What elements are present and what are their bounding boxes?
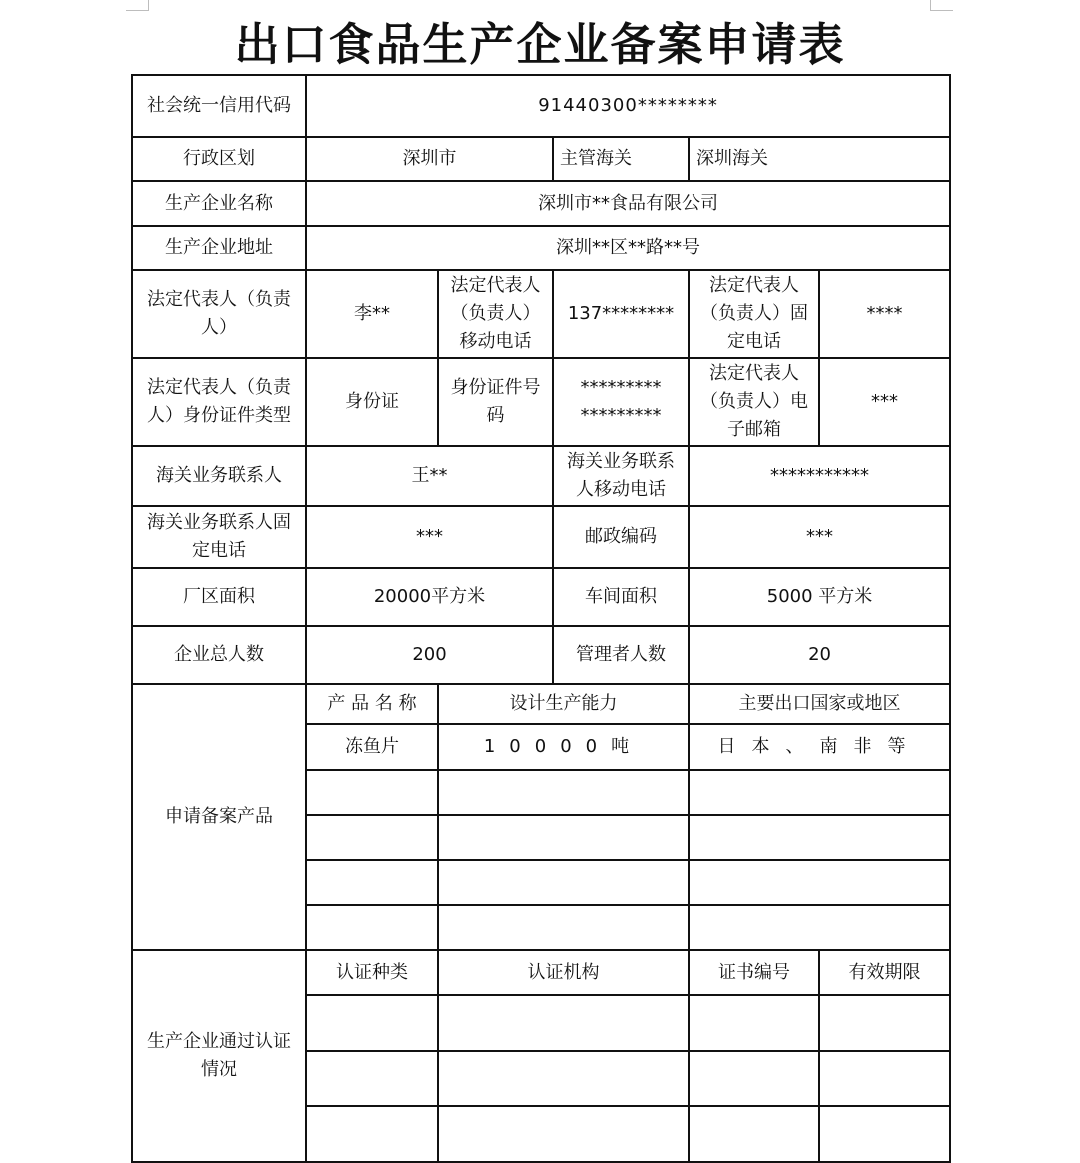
staff-row xyxy=(132,626,950,684)
credit-code-value: 91440300******** xyxy=(306,75,950,137)
customs-contact-label: 海关业务联系人 xyxy=(132,446,306,506)
legal-rep-phone-value: **** xyxy=(819,270,950,358)
plant-area-label: 厂区面积 xyxy=(132,568,306,626)
region-value: 深圳市 xyxy=(306,137,553,181)
page-corner-mark-right xyxy=(930,0,953,11)
products-section-label: 申请备案产品 xyxy=(132,684,306,950)
contact-phone-label: 海关业务联系人固定电话 xyxy=(132,506,306,568)
certification-number-cell xyxy=(689,1106,819,1162)
legal-rep-phone-label: 法定代表人（负责人）固定电话 xyxy=(689,270,819,358)
certification-header-body: 认证机构 xyxy=(438,950,689,995)
managers-value: 20 xyxy=(689,626,950,684)
company-address-row xyxy=(132,226,950,270)
product-export-cell: 日本、南非等 xyxy=(689,724,950,770)
products-header-name: 产 品 名 称 xyxy=(306,684,438,724)
workshop-area-label: 车间面积 xyxy=(553,568,689,626)
product-export-cell xyxy=(689,770,950,815)
postal-code-label: 邮政编码 xyxy=(553,506,689,568)
customs-contact-value: 王** xyxy=(306,446,553,506)
product-capacity-cell xyxy=(438,905,689,950)
total-staff-label: 企业总人数 xyxy=(132,626,306,684)
certification-type-cell xyxy=(306,1106,438,1162)
legal-rep-mobile-value: 137******** xyxy=(553,270,689,358)
legal-rep-id-type-label: 法定代表人（负责人）身份证件类型 xyxy=(132,358,306,446)
company-name-label: 生产企业名称 xyxy=(132,181,306,226)
legal-rep-id-number-value: ********* ********* xyxy=(553,358,689,446)
managers-label: 管理者人数 xyxy=(553,626,689,684)
product-capacity-cell xyxy=(438,815,689,860)
product-name-cell xyxy=(306,860,438,905)
contact-phone-value: *** xyxy=(306,506,553,568)
postal-code-value: *** xyxy=(689,506,950,568)
certification-body-cell xyxy=(438,1051,689,1106)
company-name-value: 深圳市**食品有限公司 xyxy=(306,181,950,226)
product-capacity-cell xyxy=(438,770,689,815)
application-form-table xyxy=(131,74,951,1163)
certification-header-number: 证书编号 xyxy=(689,950,819,995)
certification-validity-cell xyxy=(819,1051,950,1106)
legal-rep-email-value: *** xyxy=(819,358,950,446)
legal-rep-value: 李** xyxy=(306,270,438,358)
product-name-cell: 冻鱼片 xyxy=(306,724,438,770)
product-capacity-cell xyxy=(438,860,689,905)
legal-rep-mobile-label: 法定代表人（负责人）移动电话 xyxy=(438,270,553,358)
product-name-cell xyxy=(306,770,438,815)
certification-body-cell xyxy=(438,1106,689,1162)
product-export-cell xyxy=(689,815,950,860)
certification-body-cell xyxy=(438,995,689,1051)
region-row xyxy=(132,137,950,181)
customs-contact-mobile-value: *********** xyxy=(689,446,950,506)
customs-contact-row xyxy=(132,446,950,506)
form-title: 出口食品生产企业备案申请表 xyxy=(234,18,846,71)
company-name-row xyxy=(132,181,950,226)
legal-rep-row xyxy=(132,270,950,358)
certification-header-validity: 有效期限 xyxy=(819,950,950,995)
legal-rep-email-label: 法定代表人（负责人）电子邮箱 xyxy=(689,358,819,446)
page-corner-mark-left xyxy=(126,0,149,11)
workshop-area-value: 5000 平方米 xyxy=(689,568,950,626)
company-address-value: 深圳**区**路**号 xyxy=(306,226,950,270)
product-export-cell xyxy=(689,905,950,950)
customs-authority-label: 主管海关 xyxy=(553,137,689,181)
products-header-row xyxy=(132,684,950,724)
product-capacity-cell: 10000吨 xyxy=(438,724,689,770)
product-name-cell xyxy=(306,905,438,950)
certification-validity-cell xyxy=(819,1106,950,1162)
credit-code-label: 社会统一信用代码 xyxy=(132,75,306,137)
certification-number-cell xyxy=(689,1051,819,1106)
certification-number-cell xyxy=(689,995,819,1051)
legal-rep-id-number-label: 身份证件号码 xyxy=(438,358,553,446)
contact-phone-row xyxy=(132,506,950,568)
certification-type-cell xyxy=(306,1051,438,1106)
legal-rep-label: 法定代表人（负责人） xyxy=(132,270,306,358)
certification-section-label: 生产企业通过认证情况 xyxy=(132,950,306,1162)
customs-contact-mobile-label: 海关业务联系人移动电话 xyxy=(553,446,689,506)
certification-header-type: 认证种类 xyxy=(306,950,438,995)
area-row xyxy=(132,568,950,626)
legal-rep-id-type-value: 身份证 xyxy=(306,358,438,446)
plant-area-value: 20000平方米 xyxy=(306,568,553,626)
certification-type-cell xyxy=(306,995,438,1051)
company-address-label: 生产企业地址 xyxy=(132,226,306,270)
region-label: 行政区划 xyxy=(132,137,306,181)
total-staff-value: 200 xyxy=(306,626,553,684)
products-header-export: 主要出口国家或地区 xyxy=(689,684,950,724)
products-header-capacity: 设计生产能力 xyxy=(438,684,689,724)
product-name-cell xyxy=(306,815,438,860)
certification-header-row xyxy=(132,950,950,995)
product-export-cell xyxy=(689,860,950,905)
credit-code-row xyxy=(132,75,950,137)
legal-rep-id-row xyxy=(132,358,950,446)
customs-authority-value: 深圳海关 xyxy=(689,137,950,181)
certification-validity-cell xyxy=(819,995,950,1051)
